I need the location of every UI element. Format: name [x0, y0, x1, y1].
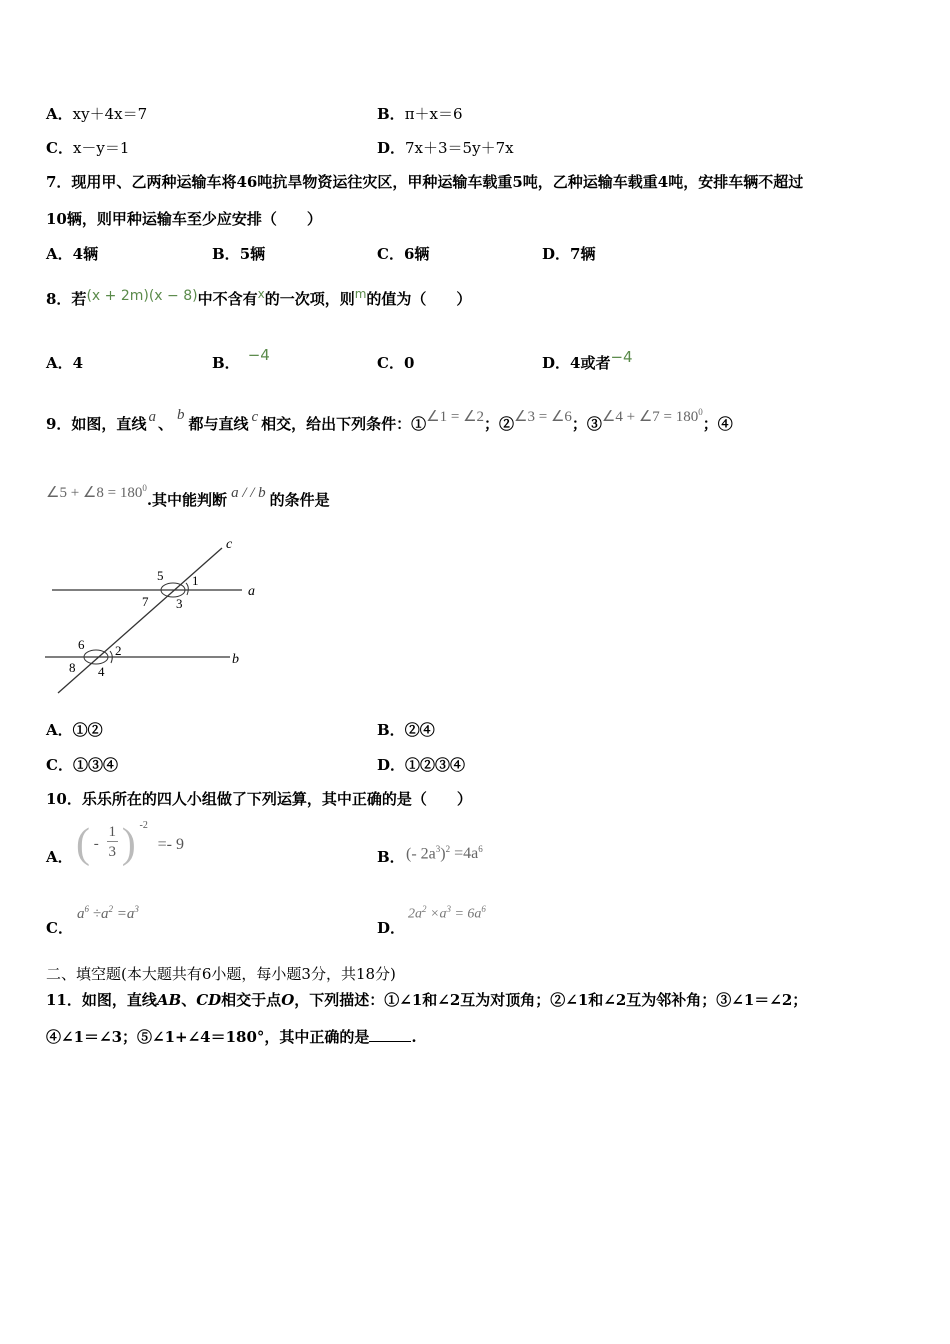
angle-3: 3 [176, 596, 183, 611]
line-c [58, 548, 222, 693]
q10-stem: 10．乐乐所在的四人小组做了下列运算，其中正确的是（ ） [46, 790, 472, 808]
q9-figure [40, 535, 270, 700]
q10-option-d-expr: $2a^2 \times a^3 = 6a^6$ [408, 904, 486, 922]
q8-option-c: C．0 [377, 354, 415, 372]
q9-stem-line1: 9．如图，直线 a 、 b 都与直线 c 相交，给出下列条件：①∠1 = ∠2；②∠3 = ∠6；③∠4 + ∠7 = $180^0$；④ [46, 407, 733, 433]
label-c: c [226, 537, 233, 552]
q9-option-b: B．②④ [377, 721, 435, 739]
angle-6: 6 [78, 637, 85, 652]
q10-option-c-label: C． [46, 919, 73, 937]
q7-stem-line1: 7．现用甲、乙两种运输车将46吨抗旱物资运往灾区，甲种运输车载重5吨，乙种运输车载重4吨，安排车辆不超过 [46, 173, 804, 191]
label-b: b [232, 652, 239, 667]
q7-option-c: C．6辆 [377, 245, 430, 263]
angle-5: 5 [157, 568, 164, 583]
q10-option-a-label: A． [46, 848, 73, 866]
q6-option-c: C．x－y＝1 [46, 139, 130, 157]
q8-option-d: D．4或者−4 [542, 348, 633, 372]
q6-option-b: B．π＋x＝6 [377, 105, 463, 123]
q6-option-d: D．7x＋3＝5y＋7x [377, 139, 514, 157]
section-2-title: 二、填空题(本大题共有6小题，每小题3分，共18分) [46, 965, 396, 983]
q10-option-d-label: D． [377, 919, 406, 937]
angle-2: 2 [115, 643, 122, 658]
q6-option-a: A．xy＋4x＝7 [46, 105, 148, 123]
label-a: a [248, 584, 255, 599]
q7-option-d: D．7辆 [542, 245, 596, 263]
q8-option-b: B． −4 [212, 346, 270, 372]
q10-option-b-label: B． [377, 848, 405, 866]
q11-stem-line2: ④∠1＝∠3；⑤∠1+∠4＝180°，其中正确的是 . [46, 1028, 417, 1046]
angle-8: 8 [69, 660, 76, 675]
q11-stem-line1: 11．如图，直线AB、CD相交于点O，下列描述：①∠1和∠2互为对顶角；②∠1和∠2互为邻补角；③∠1＝∠2； [46, 991, 808, 1009]
q8-expression: (x + 2m)(x − 8) [86, 288, 198, 304]
angle-7: 7 [142, 594, 149, 609]
q9-option-c: C．①③④ [46, 756, 118, 774]
q10-option-c-expr: $a^6 \div a^2 =a^3$ [77, 904, 139, 922]
q11-answer-blank[interactable] [369, 1029, 411, 1042]
q7-option-b: B．5辆 [212, 245, 266, 263]
q10-option-b-expr: (- $2a^3)^2 =4a^6$ [406, 844, 483, 863]
q8-option-a: A．4 [46, 354, 84, 372]
q9-option-a: A．①② [46, 721, 103, 739]
q7-option-a: A．4辆 [46, 245, 99, 263]
q7-stem-line2: 10辆，则甲种运输车至少应安排（ ） [46, 210, 322, 228]
q9-stem-line2: ∠5 + ∠8 = $180^0$.其中能判断 a / / b 的条件是 [46, 483, 330, 509]
q8-stem: 8．若(x + 2m)(x − 8)中不含有$^x$的一次项，则$^m$的值为（ ） [46, 287, 472, 308]
q9-option-d: D．①②③④ [377, 756, 466, 774]
angle-1: 1 [192, 573, 199, 588]
angle-4: 4 [98, 664, 105, 679]
q10-option-a-expr: ( - $\frac{1}{3}$ ) -2 =- 9 [76, 820, 184, 867]
